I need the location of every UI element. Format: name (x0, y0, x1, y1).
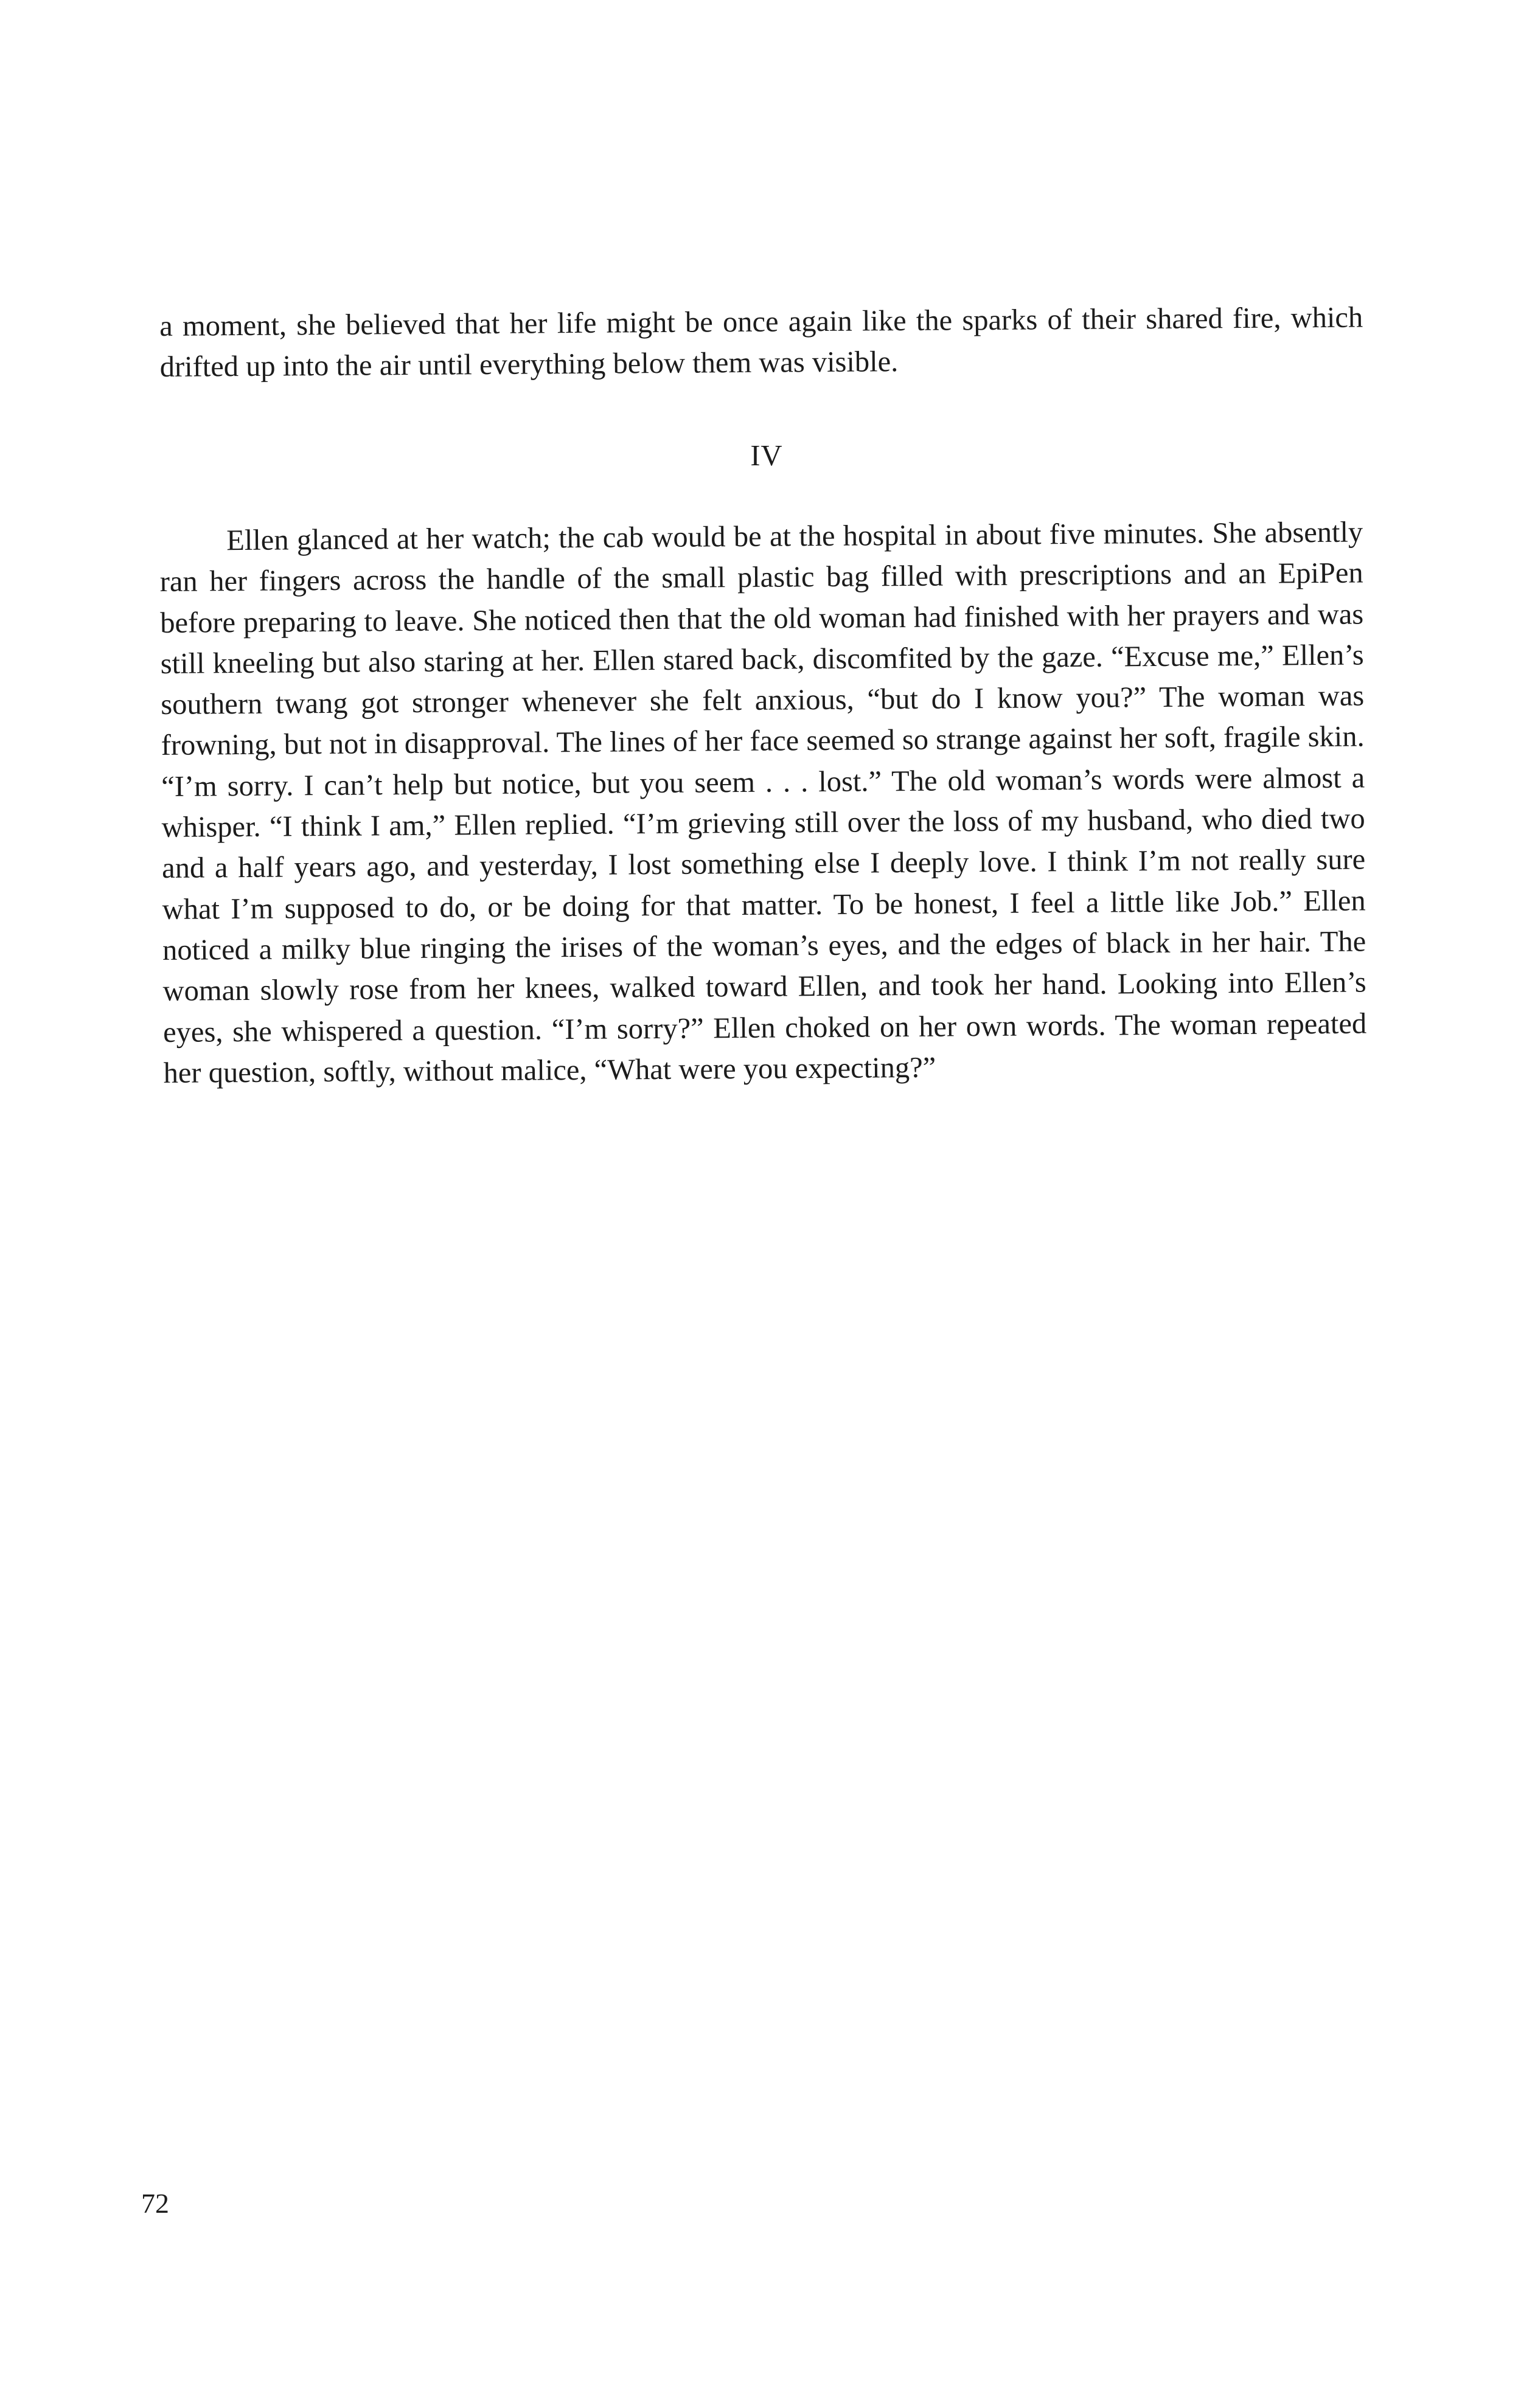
continuation-paragraph: a moment, she believed that her life might be once again like the sparks of their shared fire, which drifted up into the air until everything below them was visible. (159, 301, 1363, 384)
body-paragraph: Ellen glanced at her watch; the cab would be at the hospital in about five minutes. She absently ran her fingers across the handle of the small plastic bag filled with prescriptions and an EpiPen before preparing to leave. She noticed then that the old woman had finished with her prayers and was still kneeling but also staring at her. Ellen stared back, discomfited by the gaze. “Excuse me,” Ellen’s southern twang got stronger whenever she felt anxious, “but do I know you?” The woman was frowning, but not in disapproval. The lines of her face seemed so strange against her soft, fragile skin. “I’m sorry. I can’t help but notice, but you seem . . . lost.” The old woman’s words were almost a whisper. “I think I am,” Ellen replied. “I’m grieving still over the loss of my husband, who died two and a half years ago, and yesterday, I lost something else I deeply love. I think I’m not really sure what I’m supposed to do, or be doing for that matter. To be honest, I feel a little like Job.” Ellen noticed a milky blue ringing the irises of the woman’s eyes, and the edges of black in her hair. The woman slowly rose from her knees, walked toward Ellen, and took her hand. Looking into Ellen’s eyes, she whispered a question. “I’m sorry?” Ellen choked on her own words. The woman repeated her question, softly, without malice, “What were you expecting?” (159, 516, 1367, 1089)
page-number: 72 (141, 2188, 169, 2219)
section-heading: IV (750, 440, 783, 472)
